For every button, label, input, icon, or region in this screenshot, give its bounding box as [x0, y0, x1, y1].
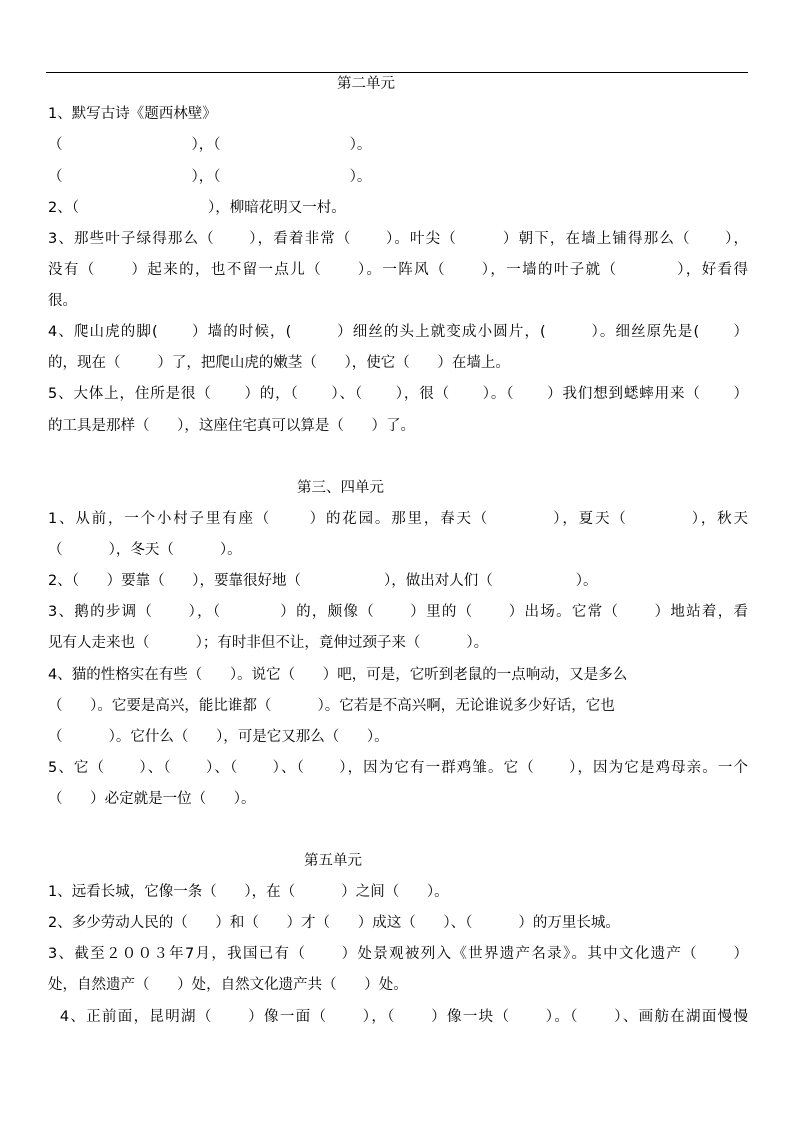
unit2-line: 2、（ ），柳暗花明又一村。: [48, 200, 346, 216]
header-rule: [46, 72, 748, 73]
unit34-line: 见有人走来也（ ）；有时非但不让，竟伸过颈子来（ ）。: [48, 635, 489, 651]
unit2-line: （ ），（ ）。: [48, 169, 372, 185]
unit2-line: 很。: [48, 293, 77, 309]
unit34-title: 第三、四单元: [297, 480, 384, 496]
unit34-line: 4、猫的性格实在有些（ ）。说它（ ）吧，可是，它听到老鼠的一点响动，又是多么: [48, 667, 628, 683]
unit2-line: 5、大体上，住所是很（ ）的，（ ）、（ ），很（ ）。（ ）我们想到蟋蟀用来（ ）: [48, 386, 748, 402]
unit34-line: 3、鹅的步调（ ），（ ）的，颇像（ ）里的（ ）出场。它常（ ）地站着，看: [48, 604, 748, 620]
unit34-line: 5、它（ ）、（ ）、（ ）、（ ），因为它有一群鸡雏。它（ ），因为它是鸡母亲。一个: [48, 760, 748, 776]
unit34-line: 2、（ ）要靠（ ），要靠很好地（ ），做出对人们（ ）。: [48, 573, 598, 589]
unit2-line: 的工具是那样（ ），这座住宅真可以算是（ ）了。: [48, 418, 416, 434]
unit2-line: 1、默写古诗《题西林壁》: [48, 106, 217, 122]
unit34-line: （ ）。它要是高兴，能比谁都（ ）。它若是不高兴啊，无论谁说多少好话，它也: [48, 698, 615, 714]
unit34-line: （ ），冬天（ ）。: [48, 542, 242, 558]
unit2-line: （ ），（ ）。: [48, 137, 372, 153]
unit5-line: 4、正前面，昆明湖（ ）像一面（ ），（ ）像一块（ ）。（ ）、画舫在湖面慢慢: [48, 1009, 748, 1025]
unit2-line: 3、那些叶子绿得那么（ ），看着非常（ ）。叶尖（ ）朝下，在墙上铺得那么（ ），: [48, 231, 748, 247]
unit2-line: 的，现在（ ）了，把爬山虎的嫩茎（ ），使它（ ）在墙上。: [48, 355, 510, 371]
unit5-title: 第五单元: [304, 853, 362, 869]
unit2-title: 第二单元: [337, 76, 395, 92]
unit5-line: 2、多少劳动人民的（ ）和（ ）才（ ）成这（ ）、（ ）的万里长城。: [48, 915, 620, 931]
unit5-line: 1、远看长城，它像一条（ ），在（ ）之间（ ）。: [48, 884, 449, 900]
unit2-line: 没有（ ）起来的，也不留一点儿（ ）。一阵风（ ），一墙的叶子就（ ），好看得: [48, 262, 748, 278]
unit5-line: 处，自然遗产（ ）处，自然文化遗产共（ ）处。: [48, 977, 408, 993]
unit34-line: （ ）必定就是一位（ ）。: [48, 791, 256, 807]
unit34-line: （ ）。它什么（ ），可是它又那么（ ）。: [48, 729, 389, 745]
unit2-line: 4、爬山虎的脚( ）墙的时候，( ）细丝的头上就变成小圆片，( ）。细丝原先是( ）: [48, 324, 748, 340]
unit5-line: 3、截至２００３年7月，我国已有（ ）处景观被列入《世界遗产名录》。其中文化遗产（ ）: [48, 946, 748, 962]
unit34-line: 1、从前，一个小村子里有座（ ）的花园。那里，春天（ ），夏天（ ），秋天: [48, 511, 748, 527]
